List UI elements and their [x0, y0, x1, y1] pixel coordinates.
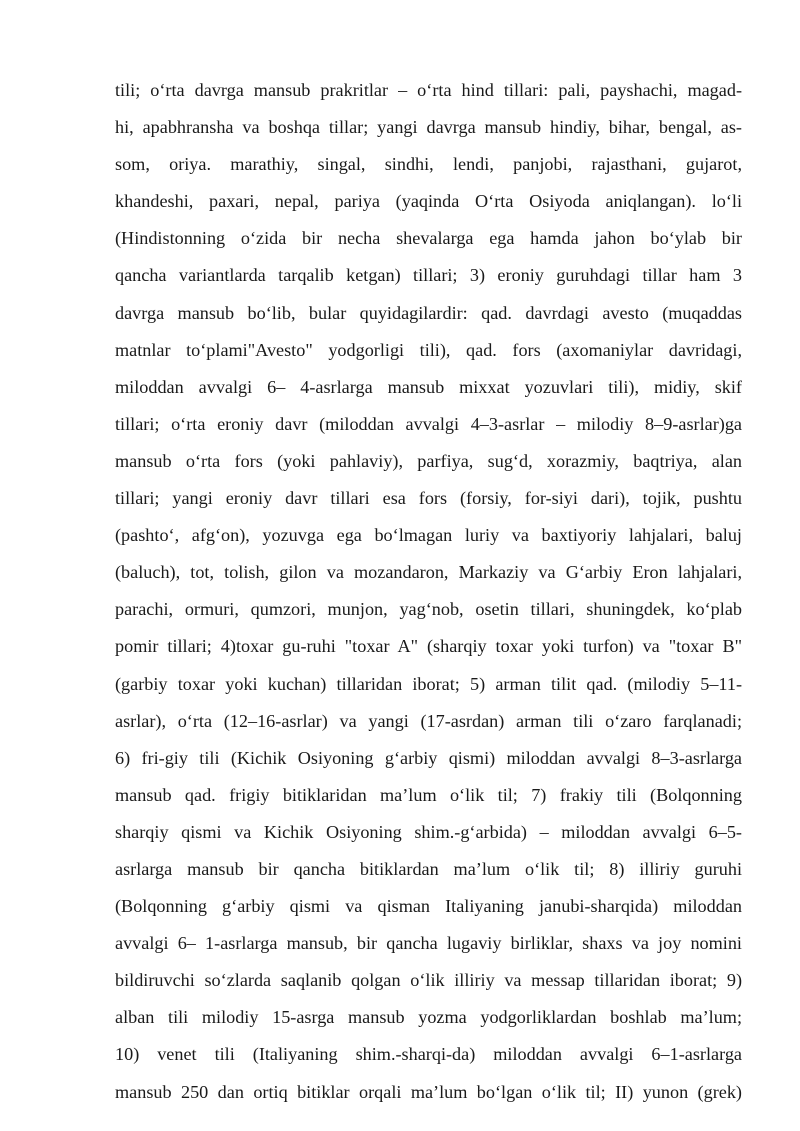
text-line: mansub qad. frigiy bitiklaridan ma’lum o‘lik til; 7) frakiy tili (Bolqonning [115, 784, 742, 805]
text-line: 6) fri-giy tili (Kichik Osiyoning g‘arbiy qismi) miloddan avvalgi 8–3-asrlarga [115, 747, 742, 768]
text-line: bildiruvchi so‘zlarda saqlanib qolgan o‘lik illiriy va messap tillaridan iborat; 9) [115, 970, 742, 991]
text-line: mansub 250 dan ortiq bitiklar orqali ma’lum bo‘lgan o‘lik til; II) yunon (grek) [115, 1081, 742, 1102]
text-line: matnlar to‘plami"Avesto" yodgorligi tili), qad. fors (axomaniylar davridagi, [115, 339, 742, 360]
text-line: qancha variantlarda tarqalib ketgan) tillari; 3) eroniy guruhdagi tillar ham 3 [115, 265, 742, 286]
text-line: 10) venet tili (Italiyaning shim.-sharqi-da) miloddan avvalgi 6–1-asrlarga [115, 1044, 742, 1065]
text-line: (garbiy toxar yoki kuchan) tillaridan iborat; 5) arman tilit qad. (milodiy 5–11- [115, 673, 742, 694]
text-line: sharqiy qismi va Kichik Osiyoning shim.-g‘arbida) – miloddan avvalgi 6–5- [115, 821, 742, 842]
text-line: pomir tillari; 4)toxar gu-ruhi "toxar A" (sharqiy toxar yoki turfon) va "toxar B" [115, 636, 742, 657]
text-line: (Hindistonning o‘zida bir necha shevalarga ega hamda jahon bo‘ylab bir [115, 228, 742, 249]
text-line: khandeshi, paxari, nepal, pariya (yaqinda O‘rta Osiyoda aniqlangan). lo‘li [115, 191, 742, 212]
text-line: davrga mansub bo‘lib, bular quyidagilardir: qad. davrdagi avesto (muqaddas [115, 302, 742, 323]
text-line: tillari; yangi eroniy davr tillari esa fors (forsiy, for-siyi dari), tojik, pushtu [115, 488, 742, 509]
text-line: (baluch), tot, tolish, gilon va mozandaron, Markaziy va G‘arbiy Eron lahjalari, [115, 562, 742, 583]
text-line: parachi, ormuri, qumzori, munjon, yag‘nob, osetin tillari, shuningdek, ko‘plab [115, 599, 742, 620]
text-line: (Bolqonning g‘arbiy qismi va qisman Italiyaning janubi-sharqida) miloddan [115, 896, 742, 917]
text-line: avvalgi 6– 1-asrlarga mansub, bir qancha lugaviy birliklar, shaxs va joy nomini [115, 933, 742, 954]
text-line: asrlarga mansub bir qancha bitiklardan ma’lum o‘lik til; 8) illiriy guruhi [115, 858, 742, 879]
text-line: alban tili milodiy 15-asrga mansub yozma yodgorliklardan boshlab ma’lum; [115, 1007, 742, 1028]
text-line: tili; o‘rta davrga mansub prakritlar – o‘rta hind tillari: pali, payshachi, magad- [115, 80, 742, 100]
text-line: (pashto‘, afg‘on), yozuvga ega bo‘lmagan luriy va baxtiyoriy lahjalari, baluj [115, 525, 742, 546]
text-line: som, oriya. marathiy, singal, sindhi, lendi, panjobi, rajasthani, gujarot, [115, 154, 742, 175]
body-text [115, 72, 742, 1111]
text-line: tillari; o‘rta eroniy davr (miloddan avvalgi 4–3-asrlar – milodiy 8–9-asrlar)ga [115, 413, 742, 434]
text-line: asrlar), o‘rta (12–16-asrlar) va yangi (17-asrdan) arman tili o‘zaro farqlanadi; [115, 710, 742, 731]
text-line: miloddan avvalgi 6– 4-asrlarga mansub mixxat yozuvlari tili), midiy, skif [115, 376, 742, 397]
text-line: hi, apabhransha va boshqa tillar; yangi davrga mansub hindiy, bihar, bengal, as- [115, 117, 742, 138]
text-line: mansub o‘rta fors (yoki pahlaviy), parfiya, sug‘d, xorazmiy, baqtriya, alan [115, 450, 742, 471]
